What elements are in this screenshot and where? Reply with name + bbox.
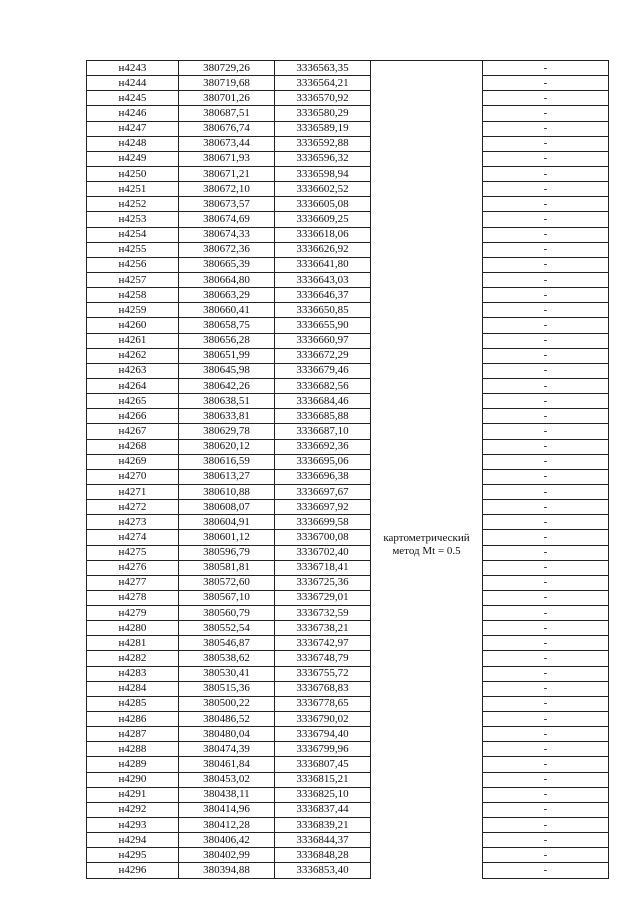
table-row [87,772,609,787]
x-coordinate-cell: 380552,54 [179,621,275,636]
dash-cell: - [483,303,609,318]
point-id-cell: н4277 [87,575,179,590]
point-id-cell: н4268 [87,439,179,454]
table-row [87,651,609,666]
dash-cell: - [483,197,609,212]
table-row [87,166,609,181]
x-coordinate-cell: 380673,57 [179,197,275,212]
table-row [87,318,609,333]
dash-cell: - [483,575,609,590]
table-row [87,288,609,303]
y-coordinate-cell: 3336589,19 [275,121,371,136]
y-coordinate-cell: 3336672,29 [275,348,371,363]
table-row [87,227,609,242]
dash-cell: - [483,696,609,711]
point-id-cell: н4295 [87,848,179,863]
table-row [87,818,609,833]
table-row [87,121,609,136]
point-id-cell: н4270 [87,469,179,484]
dash-cell: - [483,454,609,469]
x-coordinate-cell: 380572,60 [179,575,275,590]
point-id-cell: н4278 [87,590,179,605]
x-coordinate-cell: 380672,10 [179,182,275,197]
y-coordinate-cell: 3336807,45 [275,757,371,772]
x-coordinate-cell: 380674,69 [179,212,275,227]
y-coordinate-cell: 3336799,96 [275,742,371,757]
dash-cell: - [483,802,609,817]
point-id-cell: н4283 [87,666,179,681]
x-coordinate-cell: 380402,99 [179,848,275,863]
accuracy-method-cell [371,61,483,879]
dash-cell: - [483,348,609,363]
table-row [87,621,609,636]
table-row [87,469,609,484]
y-coordinate-cell: 3336679,46 [275,363,371,378]
point-id-cell: н4289 [87,757,179,772]
point-id-cell: н4292 [87,802,179,817]
y-coordinate-cell: 3336778,65 [275,696,371,711]
y-coordinate-cell: 3336682,56 [275,378,371,393]
y-coordinate-cell: 3336618,06 [275,227,371,242]
x-coordinate-cell: 380480,04 [179,727,275,742]
point-id-cell: н4253 [87,212,179,227]
y-coordinate-cell: 3336718,41 [275,560,371,575]
dash-cell: - [483,530,609,545]
y-coordinate-cell: 3336596,32 [275,151,371,166]
y-coordinate-cell: 3336598,94 [275,166,371,181]
dash-cell: - [483,757,609,772]
table-row [87,575,609,590]
x-coordinate-cell: 380671,93 [179,151,275,166]
point-id-cell: н4265 [87,394,179,409]
point-id-cell: н4251 [87,182,179,197]
table-row [87,636,609,651]
dash-cell: - [483,242,609,257]
x-coordinate-cell: 380672,36 [179,242,275,257]
dash-cell: - [483,363,609,378]
table-row [87,606,609,621]
dash-cell: - [483,121,609,136]
dash-cell: - [483,500,609,515]
dash-cell: - [483,91,609,106]
x-coordinate-cell: 380394,88 [179,863,275,878]
y-coordinate-cell: 3336729,01 [275,590,371,605]
x-coordinate-cell: 380560,79 [179,606,275,621]
x-coordinate-cell: 380438,11 [179,787,275,802]
y-coordinate-cell: 3336580,29 [275,106,371,121]
x-coordinate-cell: 380638,51 [179,394,275,409]
coordinates-table-body [87,61,609,879]
dash-cell: - [483,288,609,303]
dash-cell: - [483,227,609,242]
dash-cell: - [483,787,609,802]
x-coordinate-cell: 380629,78 [179,424,275,439]
x-coordinate-cell: 380601,12 [179,530,275,545]
y-coordinate-cell: 3336702,40 [275,545,371,560]
dash-cell: - [483,515,609,530]
x-coordinate-cell: 380658,75 [179,318,275,333]
table-row [87,106,609,121]
point-id-cell: н4267 [87,424,179,439]
dash-cell: - [483,318,609,333]
y-coordinate-cell: 3336837,44 [275,802,371,817]
table-row [87,727,609,742]
x-coordinate-cell: 380453,02 [179,772,275,787]
table-row [87,333,609,348]
table-row [87,136,609,151]
y-coordinate-cell: 3336815,21 [275,772,371,787]
dash-cell: - [483,863,609,878]
dash-cell: - [483,621,609,636]
x-coordinate-cell: 380663,29 [179,288,275,303]
dash-cell: - [483,772,609,787]
x-coordinate-cell: 380538,62 [179,651,275,666]
point-id-cell: н4296 [87,863,179,878]
table-row [87,696,609,711]
table-row [87,666,609,681]
x-coordinate-cell: 380651,99 [179,348,275,363]
dash-cell: - [483,409,609,424]
y-coordinate-cell: 3336685,88 [275,409,371,424]
point-id-cell: н4284 [87,681,179,696]
y-coordinate-cell: 3336839,21 [275,818,371,833]
point-id-cell: н4288 [87,742,179,757]
table-row [87,303,609,318]
x-coordinate-cell: 380581,81 [179,560,275,575]
x-coordinate-cell: 380474,39 [179,742,275,757]
dash-cell: - [483,545,609,560]
dash-cell: - [483,378,609,393]
dash-cell: - [483,257,609,272]
x-coordinate-cell: 380701,26 [179,91,275,106]
dash-cell: - [483,182,609,197]
y-coordinate-cell: 3336696,38 [275,469,371,484]
dash-cell: - [483,333,609,348]
y-coordinate-cell: 3336643,03 [275,272,371,287]
table-row [87,257,609,272]
y-coordinate-cell: 3336684,46 [275,394,371,409]
dash-cell: - [483,469,609,484]
table-row [87,560,609,575]
point-id-cell: н4290 [87,772,179,787]
point-id-cell: н4272 [87,500,179,515]
table-row [87,242,609,257]
x-coordinate-cell: 380616,59 [179,454,275,469]
point-id-cell: н4260 [87,318,179,333]
x-coordinate-cell: 380412,28 [179,818,275,833]
point-id-cell: н4285 [87,696,179,711]
table-row [87,530,609,545]
dash-cell: - [483,651,609,666]
y-coordinate-cell: 3336609,25 [275,212,371,227]
point-id-cell: н4280 [87,621,179,636]
dash-cell: - [483,76,609,91]
x-coordinate-cell: 380665,39 [179,257,275,272]
point-id-cell: н4271 [87,484,179,499]
table-row [87,863,609,878]
x-coordinate-cell: 380633,81 [179,409,275,424]
method-label-line-2: метод Mt = 0.5 [392,544,461,557]
table-row [87,712,609,727]
dash-cell: - [483,151,609,166]
y-coordinate-cell: 3336692,36 [275,439,371,454]
x-coordinate-cell: 380676,74 [179,121,275,136]
point-id-cell: н4294 [87,833,179,848]
point-id-cell: н4252 [87,197,179,212]
y-coordinate-cell: 3336660,97 [275,333,371,348]
x-coordinate-cell: 380660,41 [179,303,275,318]
y-coordinate-cell: 3336697,92 [275,500,371,515]
y-coordinate-cell: 3336844,37 [275,833,371,848]
point-id-cell: н4275 [87,545,179,560]
point-id-cell: н4261 [87,333,179,348]
point-id-cell: н4282 [87,651,179,666]
table-row [87,151,609,166]
point-id-cell: н4256 [87,257,179,272]
y-coordinate-cell: 3336848,28 [275,848,371,863]
x-coordinate-cell: 380596,79 [179,545,275,560]
x-coordinate-cell: 380673,44 [179,136,275,151]
table-row [87,833,609,848]
point-id-cell: н4243 [87,61,179,76]
point-id-cell: н4281 [87,636,179,651]
y-coordinate-cell: 3336605,08 [275,197,371,212]
point-id-cell: н4248 [87,136,179,151]
dash-cell: - [483,560,609,575]
dash-cell: - [483,590,609,605]
dash-cell: - [483,106,609,121]
dash-cell: - [483,439,609,454]
y-coordinate-cell: 3336755,72 [275,666,371,681]
dash-cell: - [483,818,609,833]
table-row [87,484,609,499]
table-row [87,363,609,378]
x-coordinate-cell: 380515,36 [179,681,275,696]
table-row [87,848,609,863]
y-coordinate-cell: 3336853,40 [275,863,371,878]
dash-cell: - [483,666,609,681]
table-row [87,590,609,605]
point-id-cell: н4276 [87,560,179,575]
table-row [87,197,609,212]
table-row [87,378,609,393]
point-id-cell: н4266 [87,409,179,424]
coordinates-table [86,60,609,879]
y-coordinate-cell: 3336732,59 [275,606,371,621]
point-id-cell: н4293 [87,818,179,833]
table-row [87,439,609,454]
x-coordinate-cell: 380620,12 [179,439,275,454]
x-coordinate-cell: 380729,26 [179,61,275,76]
y-coordinate-cell: 3336825,10 [275,787,371,802]
table-row [87,394,609,409]
y-coordinate-cell: 3336646,37 [275,288,371,303]
point-id-cell: н4244 [87,76,179,91]
table-row [87,212,609,227]
y-coordinate-cell: 3336570,92 [275,91,371,106]
point-id-cell: н4273 [87,515,179,530]
table-row [87,802,609,817]
point-id-cell: н4258 [87,288,179,303]
y-coordinate-cell: 3336641,80 [275,257,371,272]
dash-cell: - [483,681,609,696]
point-id-cell: н4262 [87,348,179,363]
point-id-cell: н4279 [87,606,179,621]
x-coordinate-cell: 380414,96 [179,802,275,817]
dash-cell: - [483,606,609,621]
x-coordinate-cell: 380671,21 [179,166,275,181]
table-row [87,348,609,363]
table-row [87,409,609,424]
dash-cell: - [483,166,609,181]
point-id-cell: н4269 [87,454,179,469]
y-coordinate-cell: 3336650,85 [275,303,371,318]
dash-cell: - [483,212,609,227]
x-coordinate-cell: 380608,07 [179,500,275,515]
point-id-cell: н4264 [87,378,179,393]
x-coordinate-cell: 380486,52 [179,712,275,727]
table-row [87,545,609,560]
dash-cell: - [483,636,609,651]
y-coordinate-cell: 3336738,21 [275,621,371,636]
point-id-cell: н4247 [87,121,179,136]
x-coordinate-cell: 380664,80 [179,272,275,287]
table-row [87,515,609,530]
x-coordinate-cell: 380546,87 [179,636,275,651]
dash-cell: - [483,272,609,287]
y-coordinate-cell: 3336768,83 [275,681,371,696]
dash-cell: - [483,833,609,848]
y-coordinate-cell: 3336592,88 [275,136,371,151]
dash-cell: - [483,136,609,151]
y-coordinate-cell: 3336655,90 [275,318,371,333]
x-coordinate-cell: 380642,26 [179,378,275,393]
x-coordinate-cell: 380687,51 [179,106,275,121]
y-coordinate-cell: 3336695,06 [275,454,371,469]
table-row [87,91,609,106]
y-coordinate-cell: 3336563,35 [275,61,371,76]
x-coordinate-cell: 380604,91 [179,515,275,530]
x-coordinate-cell: 380500,22 [179,696,275,711]
table-row [87,272,609,287]
y-coordinate-cell: 3336699,58 [275,515,371,530]
method-label-line-1: картометрический [383,531,470,544]
point-id-cell: н4287 [87,727,179,742]
table-row [87,76,609,91]
dash-cell: - [483,394,609,409]
y-coordinate-cell: 3336626,92 [275,242,371,257]
dash-cell: - [483,742,609,757]
y-coordinate-cell: 3336725,36 [275,575,371,590]
x-coordinate-cell: 380406,42 [179,833,275,848]
x-coordinate-cell: 380613,27 [179,469,275,484]
y-coordinate-cell: 3336794,40 [275,727,371,742]
table-row [87,424,609,439]
y-coordinate-cell: 3336700,08 [275,530,371,545]
point-id-cell: н4274 [87,530,179,545]
point-id-cell: н4291 [87,787,179,802]
point-id-cell: н4257 [87,272,179,287]
point-id-cell: н4254 [87,227,179,242]
table-row [87,742,609,757]
point-id-cell: н4246 [87,106,179,121]
table-row [87,500,609,515]
dash-cell: - [483,727,609,742]
table-row [87,787,609,802]
dash-cell: - [483,712,609,727]
table-row [87,182,609,197]
y-coordinate-cell: 3336697,67 [275,484,371,499]
y-coordinate-cell: 3336748,79 [275,651,371,666]
y-coordinate-cell: 3336687,10 [275,424,371,439]
x-coordinate-cell: 380610,88 [179,484,275,499]
point-id-cell: н4286 [87,712,179,727]
x-coordinate-cell: 380674,33 [179,227,275,242]
x-coordinate-cell: 380461,84 [179,757,275,772]
point-id-cell: н4263 [87,363,179,378]
point-id-cell: н4249 [87,151,179,166]
dash-cell: - [483,848,609,863]
x-coordinate-cell: 380656,28 [179,333,275,348]
x-coordinate-cell: 380719,68 [179,76,275,91]
x-coordinate-cell: 380645,98 [179,363,275,378]
y-coordinate-cell: 3336564,21 [275,76,371,91]
point-id-cell: н4250 [87,166,179,181]
y-coordinate-cell: 3336742,97 [275,636,371,651]
table-row [87,681,609,696]
x-coordinate-cell: 380567,10 [179,590,275,605]
y-coordinate-cell: 3336602,52 [275,182,371,197]
table-row [87,61,609,76]
table-row [87,454,609,469]
dash-cell: - [483,61,609,76]
y-coordinate-cell: 3336790,02 [275,712,371,727]
x-coordinate-cell: 380530,41 [179,666,275,681]
point-id-cell: н4245 [87,91,179,106]
dash-cell: - [483,424,609,439]
point-id-cell: н4259 [87,303,179,318]
table-row [87,757,609,772]
dash-cell: - [483,484,609,499]
point-id-cell: н4255 [87,242,179,257]
